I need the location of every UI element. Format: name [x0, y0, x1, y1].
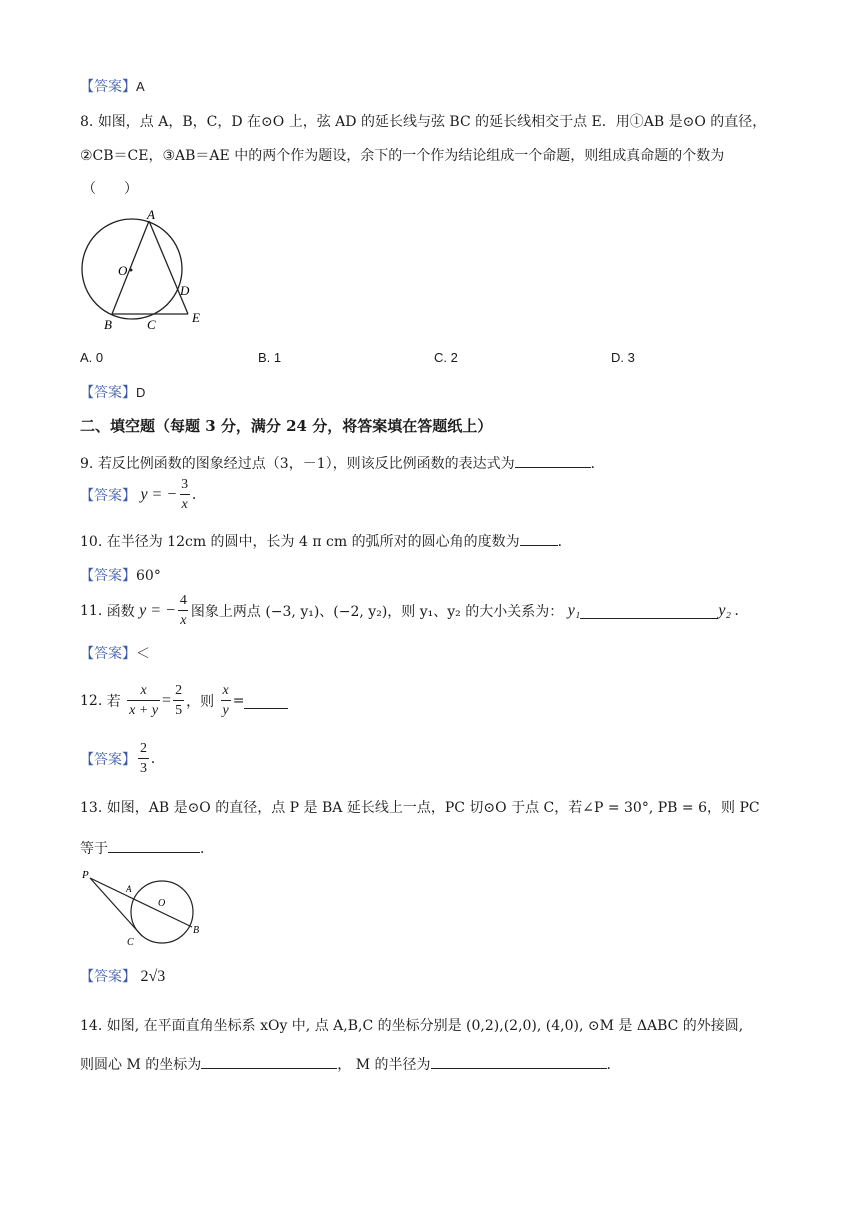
option-b: B. 1	[258, 350, 282, 365]
answer-tag: 【答案】	[80, 752, 136, 768]
answer-blank-radius[interactable]	[431, 1054, 607, 1069]
fraction-denominator: 5	[173, 700, 184, 718]
answer-blank[interactable]	[520, 531, 558, 546]
q13-answer	[80, 966, 165, 986]
fraction-denominator: y	[221, 700, 231, 718]
points-text: 图象上两点 (−3, y₁)、(−2, y₂)	[190, 604, 388, 620]
q12-answer	[80, 742, 155, 776]
q9-line	[80, 453, 605, 473]
answer-tag: 【答案】	[80, 385, 136, 401]
q10-answer	[80, 565, 161, 585]
q7-answer	[80, 76, 145, 96]
fraction-x-over-y	[221, 684, 231, 718]
end-mark: .	[151, 750, 155, 767]
q10-line	[80, 531, 572, 551]
fraction-numerator: 2	[140, 741, 147, 756]
q14-line2	[80, 1054, 611, 1074]
equals-sign: =	[232, 693, 245, 709]
question-text: 则圆心 M 的坐标为	[80, 1057, 202, 1073]
fraction-denominator: x	[178, 610, 188, 628]
answer-value: 60°	[136, 568, 161, 584]
y2-symbol: y₂ .	[718, 602, 740, 619]
answer-fraction	[179, 478, 190, 512]
question-number: 13.	[80, 800, 103, 816]
q13-figure	[78, 866, 208, 950]
label-O: O	[118, 263, 128, 278]
question-text: 如图, 在平面直角坐标系 xOy 中, 点 A,B,C 的坐标分别是 (0,2),(2,0), (4,0), ⊙M 是 ΔABC 的外接圆,	[106, 1018, 744, 1034]
label-C: C	[127, 937, 134, 948]
option-a: A. 0	[80, 350, 104, 365]
end-mark: ．	[590, 456, 605, 472]
q8-line2: ②CB＝CE，③AB＝AE 中的两个作为题设，余下的一个作为结论组成一个命题，则组成真命题的个数为	[80, 148, 725, 164]
fraction-denominator: x + y	[127, 700, 160, 718]
answer-blank-center[interactable]	[201, 1054, 337, 1069]
y1-symbol: y₁	[567, 602, 581, 619]
answer-blank[interactable]	[108, 838, 200, 853]
q8-answer	[80, 382, 145, 402]
answer-blank[interactable]	[515, 453, 591, 468]
q11-line	[80, 594, 739, 628]
label-C: C	[147, 317, 156, 332]
question-text: 如图，AB 是⊙O 的直径，点 P 是 BA 延长线上一点，PC 切⊙O 于点 C，若∠P = 30°, PB = 6，则 PC	[106, 800, 760, 816]
label-P: P	[82, 869, 89, 881]
question-number: 8.	[80, 114, 94, 130]
question-text: ， M 的半径为	[337, 1057, 431, 1073]
answer-tag: 【答案】	[80, 568, 136, 584]
answer-value: D	[136, 385, 146, 400]
end-mark: .	[606, 1057, 611, 1073]
q13-line1	[80, 797, 760, 817]
question-text: 在半径为 12cm 的圆中，长为 4 π cm 的弧所对的圆心角的度数为	[106, 534, 520, 550]
q8-figure	[76, 205, 216, 335]
fraction-numerator: x	[222, 683, 229, 698]
answer-tag: 【答案】	[80, 969, 136, 985]
fraction-two-fifths	[173, 684, 184, 718]
fraction-numerator: x	[140, 683, 147, 698]
q8-paren: （ ）	[82, 181, 138, 197]
option-d: D. 3	[611, 350, 635, 365]
answer-fraction	[138, 742, 149, 776]
q12-line	[80, 684, 288, 718]
label-A: A	[147, 207, 155, 222]
question-text: 等于	[80, 841, 108, 857]
question-number: 11.	[80, 603, 103, 619]
question-text: 若反比例函数的图象经过点（3，－1），则该反比例函数的表达式为	[97, 456, 515, 472]
answer-lhs: y = −	[140, 486, 178, 503]
answer-tag: 【答案】	[80, 488, 136, 504]
label-E: E	[192, 310, 200, 325]
answer-blank[interactable]	[244, 694, 288, 709]
q9-answer	[80, 478, 196, 512]
answer-value: 2√3	[140, 968, 166, 985]
fraction-numerator: 3	[181, 477, 189, 492]
answer-blank[interactable]	[580, 604, 718, 619]
question-text: 如图，点 A，B，C，D 在⊙O 上，弦 AD 的延长线与弦 BC 的延长线相交于点 E．用①AB 是⊙O 的直径，	[97, 114, 767, 130]
fraction-denominator: x	[180, 494, 190, 512]
fraction-numerator: 2	[175, 683, 183, 698]
answer-tag: 【答案】	[80, 79, 136, 95]
fraction-numerator: 4	[179, 593, 187, 608]
label-A: A	[126, 884, 132, 894]
q13-line2	[80, 838, 214, 858]
answer-value: ＜	[136, 646, 150, 662]
question-text: 若	[106, 694, 121, 710]
label-D: D	[180, 283, 190, 298]
equals-sign: =	[162, 692, 172, 709]
end-mark: ．	[200, 841, 214, 857]
fraction-x-over-xy	[127, 684, 160, 718]
label-B: B	[104, 317, 112, 332]
question-number: 9.	[80, 456, 94, 472]
question-text: ，则	[186, 694, 215, 710]
q14-line1	[80, 1015, 743, 1035]
end-mark: .	[192, 486, 197, 503]
function-lhs: y = −	[139, 602, 176, 619]
question-number: 10.	[80, 534, 103, 550]
end-mark: ．	[557, 534, 572, 550]
label-O: O	[158, 898, 166, 909]
question-text: 函数	[106, 604, 135, 620]
fraction-denominator: 3	[138, 758, 149, 776]
question-text: ，则 y₁、y₂ 的大小关系为：	[387, 604, 564, 620]
answer-tag: 【答案】	[80, 646, 136, 662]
question-number: 12.	[80, 693, 103, 709]
q11-answer	[80, 643, 150, 663]
section-heading: 二、填空题（每题 3 分，满分 24 分，将答案填在答题纸上）	[80, 417, 493, 435]
option-c: C. 2	[434, 350, 458, 365]
function-fraction	[178, 594, 189, 628]
q8-line1	[80, 111, 766, 131]
question-number: 14.	[80, 1018, 103, 1034]
answer-value: A	[136, 79, 145, 94]
label-B: B	[193, 925, 200, 936]
